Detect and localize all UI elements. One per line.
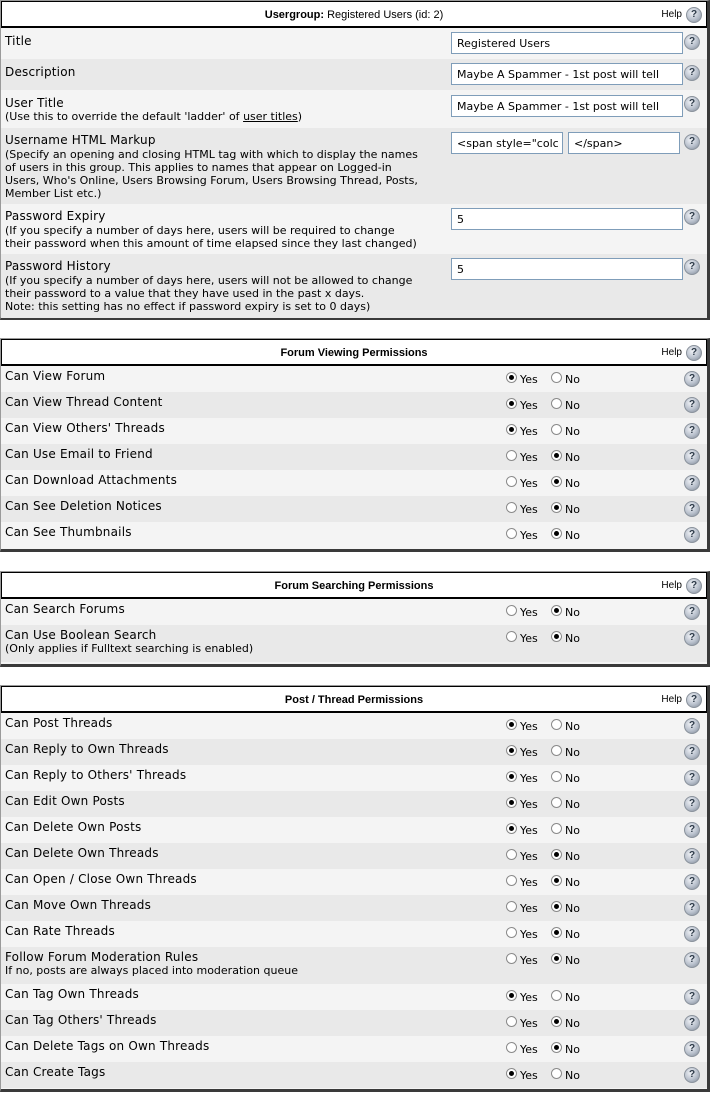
user-title-row <box>1 90 707 128</box>
permission-label: Can Move Own Threads <box>5 898 152 912</box>
yes-label: Yes <box>520 425 538 438</box>
no-label: No <box>565 876 580 889</box>
no-radio[interactable] <box>551 990 562 1001</box>
permission-row <box>1 392 707 418</box>
yes-label: Yes <box>520 1043 538 1056</box>
yes-radio[interactable] <box>506 990 517 1001</box>
post-thread-permissions-header <box>1 686 707 713</box>
help-icon[interactable]: ? <box>684 926 700 942</box>
help-icon[interactable]: ? <box>684 770 700 786</box>
yes-label: Yes <box>520 954 538 967</box>
yes-radio[interactable] <box>506 901 517 912</box>
permission-row <box>1 366 707 392</box>
help-icon[interactable]: ? <box>684 1067 700 1083</box>
no-radio[interactable] <box>551 398 562 409</box>
yes-label: Yes <box>520 824 538 837</box>
permission-label: Follow Forum Moderation Rules <box>5 950 199 964</box>
no-radio[interactable] <box>551 953 562 964</box>
permission-label: Can Use Email to Friend <box>5 447 153 461</box>
forum-searching-permissions-panel <box>0 571 710 667</box>
help-icon[interactable]: ? <box>684 604 700 620</box>
yes-radio[interactable] <box>506 528 517 539</box>
password-expiry-input[interactable]: 5 <box>451 208 683 230</box>
permission-row <box>1 947 707 984</box>
permission-row <box>1 1010 707 1036</box>
no-label: No <box>565 451 580 464</box>
forum-searching-permissions-header <box>1 572 707 599</box>
help-icon[interactable]: ? <box>684 501 700 517</box>
title-row <box>1 28 707 59</box>
permission-row <box>1 895 707 921</box>
yes-radio[interactable] <box>506 927 517 938</box>
help-icon[interactable]: ? <box>686 7 702 23</box>
no-label: No <box>565 632 580 645</box>
yes-radio[interactable] <box>506 450 517 461</box>
no-label: No <box>565 928 580 941</box>
help-icon[interactable]: ? <box>684 1041 700 1057</box>
permission-row <box>1 522 707 548</box>
yes-radio[interactable] <box>506 476 517 487</box>
help-icon[interactable]: ? <box>684 397 700 413</box>
password-history-description-3: Note: this setting has no effect if password expiry is set to 0 days) <box>5 300 371 313</box>
no-label: No <box>565 606 580 619</box>
password-history-label: Password History <box>5 259 111 273</box>
no-label: No <box>565 425 580 438</box>
no-label: No <box>565 824 580 837</box>
permission-row <box>1 843 707 869</box>
usergroup-panel-title: Usergroup: Registered Users (id: 2) <box>264 9 444 21</box>
permission-label: Can Reply to Others' Threads <box>5 768 187 782</box>
permission-label: Can Delete Own Threads <box>5 846 159 860</box>
permission-label: Can Post Threads <box>5 716 113 730</box>
username-markup-description-3: Users, Who's Online, Users Browsing Forum, Users Browsing Thread, Posts, <box>5 174 418 187</box>
no-radio[interactable] <box>551 1016 562 1027</box>
password-history-input[interactable]: 5 <box>451 258 683 280</box>
no-radio[interactable] <box>551 450 562 461</box>
no-label: No <box>565 798 580 811</box>
yes-label: Yes <box>520 928 538 941</box>
permission-label: Can Delete Tags on Own Threads <box>5 1039 210 1053</box>
help-icon[interactable]: ? <box>684 96 700 112</box>
no-label: No <box>565 529 580 542</box>
yes-label: Yes <box>520 902 538 915</box>
yes-label: Yes <box>520 1017 538 1030</box>
permission-label: Can Open / Close Own Threads <box>5 872 197 886</box>
forum-viewing-permissions-header <box>1 339 707 366</box>
username-markup-row <box>1 128 707 204</box>
no-label: No <box>565 399 580 412</box>
help-icon[interactable]: ? <box>684 259 700 275</box>
no-label: No <box>565 1069 580 1082</box>
yes-radio[interactable] <box>506 849 517 860</box>
password-expiry-label: Password Expiry <box>5 209 106 223</box>
permission-row <box>1 713 707 739</box>
yes-label: Yes <box>520 373 538 386</box>
yes-radio[interactable] <box>506 631 517 642</box>
permission-label: Can Create Tags <box>5 1065 106 1079</box>
permission-row <box>1 625 707 662</box>
user-title-label: User Title <box>5 96 64 110</box>
yes-label: Yes <box>520 798 538 811</box>
yes-radio[interactable] <box>506 875 517 886</box>
help-icon[interactable]: ? <box>684 134 700 150</box>
help-icon[interactable]: ? <box>684 989 700 1005</box>
username-markup-description-1: (Specify an opening and closing HTML tag with which to display the names <box>5 148 418 161</box>
user-title-description: (Use this to override the default 'ladder' of user titles) <box>5 110 303 123</box>
permission-label: Can Tag Others' Threads <box>5 1013 157 1027</box>
yes-radio[interactable] <box>506 823 517 834</box>
permission-label: Can Edit Own Posts <box>5 794 125 808</box>
password-history-description-2: their password to a value that they have used in the past x days. <box>5 287 365 300</box>
help-link[interactable]: Help <box>661 9 682 20</box>
permission-row <box>1 599 707 625</box>
no-radio[interactable] <box>551 901 562 912</box>
permission-row <box>1 1036 707 1062</box>
permission-row <box>1 444 707 470</box>
yes-label: Yes <box>520 991 538 1004</box>
yes-label: Yes <box>520 772 538 785</box>
no-label: No <box>565 720 580 733</box>
no-radio[interactable] <box>551 476 562 487</box>
no-radio[interactable] <box>551 771 562 782</box>
permission-label: Can Delete Own Posts <box>5 820 142 834</box>
no-radio[interactable] <box>551 927 562 938</box>
yes-radio[interactable] <box>506 745 517 756</box>
no-radio[interactable] <box>551 502 562 513</box>
permission-row <box>1 765 707 791</box>
permission-row <box>1 470 707 496</box>
help-link[interactable]: Help <box>661 694 682 705</box>
help-icon[interactable]: ? <box>684 65 700 81</box>
user-titles-link[interactable]: user titles <box>243 110 298 123</box>
yes-label: Yes <box>520 503 538 516</box>
yes-radio[interactable] <box>506 424 517 435</box>
help-icon[interactable]: ? <box>684 34 700 50</box>
no-label: No <box>565 954 580 967</box>
help-icon[interactable]: ? <box>684 796 700 812</box>
permission-note: (Only applies if Fulltext searching is enabled) <box>5 642 254 655</box>
yes-label: Yes <box>520 876 538 889</box>
permission-row <box>1 817 707 843</box>
permission-label: Can Reply to Own Threads <box>5 742 169 756</box>
markup-close-tag-input[interactable]: </span> <box>568 132 680 154</box>
description-input[interactable]: Maybe A Spammer - 1st post will tell <box>451 63 683 85</box>
markup-open-tag-input[interactable]: <span style="colc <box>451 132 563 154</box>
yes-radio[interactable] <box>506 502 517 513</box>
permission-label: Can Download Attachments <box>5 473 178 487</box>
no-label: No <box>565 902 580 915</box>
password-expiry-description-1: (If you specify a number of days here, users will be required to change <box>5 224 395 237</box>
help-icon[interactable]: ? <box>684 1015 700 1031</box>
no-label: No <box>565 503 580 516</box>
no-radio[interactable] <box>551 849 562 860</box>
yes-label: Yes <box>520 632 538 645</box>
usergroup-panel <box>0 0 710 320</box>
yes-radio[interactable] <box>506 1016 517 1027</box>
section-title: Post / Thread Permissions <box>284 694 424 706</box>
no-radio[interactable] <box>551 745 562 756</box>
help-icon[interactable]: ? <box>686 345 702 361</box>
permission-label: Can Rate Threads <box>5 924 115 938</box>
user-title-input[interactable]: Maybe A Spammer - 1st post will tell <box>451 95 683 117</box>
help-icon[interactable]: ? <box>684 423 700 439</box>
yes-radio[interactable] <box>506 953 517 964</box>
permission-label: Can See Deletion Notices <box>5 499 162 513</box>
permission-row <box>1 921 707 947</box>
permission-row <box>1 496 707 522</box>
no-label: No <box>565 1017 580 1030</box>
help-icon[interactable]: ? <box>684 848 700 864</box>
no-radio[interactable] <box>551 605 562 616</box>
help-icon[interactable]: ? <box>684 718 700 734</box>
yes-radio[interactable] <box>506 797 517 808</box>
help-icon[interactable]: ? <box>684 874 700 890</box>
help-icon[interactable]: ? <box>684 900 700 916</box>
permission-row <box>1 869 707 895</box>
permission-label: Can See Thumbnails <box>5 525 132 539</box>
section-title: Forum Viewing Permissions <box>280 347 428 359</box>
help-icon[interactable]: ? <box>684 822 700 838</box>
no-label: No <box>565 991 580 1004</box>
permission-label: Can View Forum <box>5 369 106 383</box>
yes-radio[interactable] <box>506 1042 517 1053</box>
password-history-row <box>1 254 707 318</box>
help-icon[interactable]: ? <box>684 952 700 968</box>
help-icon[interactable]: ? <box>686 578 702 594</box>
password-history-description-1: (If you specify a number of days here, users will not be allowed to change <box>5 274 413 287</box>
permission-label: Can View Thread Content <box>5 395 163 409</box>
help-link[interactable]: Help <box>661 580 682 591</box>
no-radio[interactable] <box>551 1068 562 1079</box>
permission-label: Can View Others' Threads <box>5 421 165 435</box>
help-icon[interactable]: ? <box>686 692 702 708</box>
help-icon[interactable]: ? <box>684 209 700 225</box>
permission-row <box>1 418 707 444</box>
permission-note: If no, posts are always placed into moderation queue <box>5 964 298 977</box>
yes-radio[interactable] <box>506 605 517 616</box>
title-input[interactable]: Registered Users <box>451 32 683 54</box>
yes-radio[interactable] <box>506 771 517 782</box>
yes-label: Yes <box>520 477 538 490</box>
yes-radio[interactable] <box>506 719 517 730</box>
username-markup-label: Username HTML Markup <box>5 133 156 147</box>
description-label: Description <box>5 65 76 79</box>
username-markup-description-2: of users in this group. This applies to names that appear on Logged-in <box>5 161 392 174</box>
help-icon[interactable]: ? <box>684 475 700 491</box>
no-radio[interactable] <box>551 424 562 435</box>
post-thread-permissions-panel <box>0 685 710 1092</box>
no-radio[interactable] <box>551 797 562 808</box>
yes-label: Yes <box>520 850 538 863</box>
permission-label: Can Tag Own Threads <box>5 987 139 1001</box>
help-icon[interactable]: ? <box>684 527 700 543</box>
no-radio[interactable] <box>551 1042 562 1053</box>
no-label: No <box>565 373 580 386</box>
password-expiry-row <box>1 204 707 254</box>
permission-label: Can Use Boolean Search <box>5 628 157 642</box>
yes-label: Yes <box>520 399 538 412</box>
password-expiry-description-2: their password when this amount of time elapsed since they last changed) <box>5 237 417 250</box>
help-icon[interactable]: ? <box>684 744 700 760</box>
no-radio[interactable] <box>551 823 562 834</box>
yes-label: Yes <box>520 451 538 464</box>
no-label: No <box>565 477 580 490</box>
no-label: No <box>565 772 580 785</box>
yes-label: Yes <box>520 720 538 733</box>
permission-row <box>1 984 707 1010</box>
yes-label: Yes <box>520 606 538 619</box>
username-markup-description-4: Member List etc.) <box>5 187 102 200</box>
help-icon[interactable]: ? <box>684 371 700 387</box>
permission-label: Can Search Forums <box>5 602 125 616</box>
yes-label: Yes <box>520 746 538 759</box>
no-radio[interactable] <box>551 528 562 539</box>
yes-radio[interactable] <box>506 1068 517 1079</box>
no-label: No <box>565 746 580 759</box>
description-row <box>1 59 707 90</box>
yes-radio[interactable] <box>506 372 517 383</box>
permission-row <box>1 791 707 817</box>
no-label: No <box>565 850 580 863</box>
no-radio[interactable] <box>551 631 562 642</box>
permission-row <box>1 1062 707 1088</box>
section-title: Forum Searching Permissions <box>274 580 434 592</box>
yes-label: Yes <box>520 1069 538 1082</box>
forum-viewing-permissions-panel <box>0 338 710 552</box>
help-link[interactable]: Help <box>661 347 682 358</box>
yes-label: Yes <box>520 529 538 542</box>
title-label: Title <box>5 34 32 48</box>
permission-row <box>1 739 707 765</box>
help-icon[interactable]: ? <box>684 449 700 465</box>
help-icon[interactable]: ? <box>684 630 700 646</box>
no-radio[interactable] <box>551 875 562 886</box>
no-radio[interactable] <box>551 719 562 730</box>
no-radio[interactable] <box>551 372 562 383</box>
usergroup-panel-header <box>1 1 707 28</box>
no-label: No <box>565 1043 580 1056</box>
yes-radio[interactable] <box>506 398 517 409</box>
